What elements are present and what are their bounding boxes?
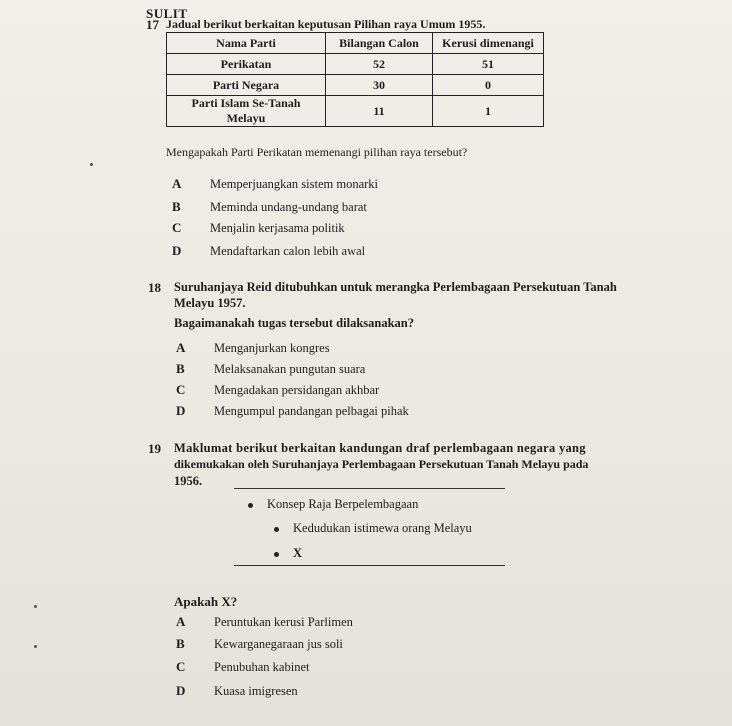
option-text: Penubuhan kabinet <box>214 660 310 674</box>
option-text: Kewarganegaraan jus soli <box>214 637 343 651</box>
q18-option-b[interactable] <box>176 361 365 377</box>
seats-cell: 1 <box>433 96 544 127</box>
paper-speck <box>34 645 37 648</box>
table-row <box>167 75 544 96</box>
option-letter: B <box>176 361 185 376</box>
q18-number: 18 <box>148 280 161 295</box>
option-letter: D <box>176 403 186 418</box>
option-text: Mendaftarkan calon lebih awal <box>210 244 366 258</box>
table-header-cell: Nama Parti <box>167 33 326 54</box>
q18-option-a[interactable] <box>176 340 330 356</box>
info-bullet: Kedudukan istimewa orang Melayu <box>274 521 472 536</box>
q19-option-c[interactable] <box>176 659 309 675</box>
q19-stem-line2: dikemukakan oleh Suruhanjaya Perlembagaan Persekutuan Tanah Melayu pada <box>174 457 589 471</box>
table-row <box>167 96 544 127</box>
q18-stem-line1: Suruhanjaya Reid ditubuhkan untuk merangka Perlembagaan Persekutuan Tanah <box>174 280 617 294</box>
option-letter: A <box>176 340 186 355</box>
candidates-cell: 11 <box>326 96 433 127</box>
q19-number: 19 <box>148 441 161 456</box>
q17-option-a[interactable] <box>172 176 378 192</box>
q17-option-c[interactable] <box>172 220 345 236</box>
table-row <box>167 54 544 75</box>
option-letter: C <box>176 382 186 397</box>
option-text: Peruntukan kerusi Parlimen <box>214 615 353 629</box>
option-letter: C <box>176 659 186 674</box>
seats-cell: 51 <box>433 54 544 75</box>
option-letter: D <box>172 243 182 258</box>
table-header-row <box>167 33 544 54</box>
option-letter: C <box>172 220 182 235</box>
option-text: Menjalin kerjasama politik <box>210 221 345 235</box>
q19-question: Apakah X? <box>174 594 238 609</box>
q19-option-a[interactable] <box>176 614 353 630</box>
option-text: Mengadakan persidangan akhbar <box>214 383 380 397</box>
q18-option-c[interactable] <box>176 382 379 398</box>
info-bullet: Konsep Raja Berpelembagaan <box>248 497 418 512</box>
q17-number: 17 <box>146 17 159 32</box>
table-header-cell: Bilangan Calon <box>326 33 433 54</box>
q18-option-d[interactable] <box>176 403 409 419</box>
q17-stem: Jadual berikut berkaitan keputusan Pilihan raya Umum 1955. <box>166 17 486 31</box>
q19-stem-line3: 1956. <box>174 474 203 488</box>
election-results-table <box>166 32 544 127</box>
option-letter: A <box>172 176 182 191</box>
q19-option-b[interactable] <box>176 636 343 652</box>
info-bullet: X <box>274 546 302 561</box>
q19-option-d[interactable] <box>176 683 298 699</box>
option-text: Meminda undang-undang barat <box>210 200 367 214</box>
q18-stem-line2: Melayu 1957. <box>174 296 246 310</box>
option-letter: A <box>176 614 186 629</box>
option-letter: D <box>176 683 186 698</box>
page-header: SULIT <box>146 6 188 21</box>
seats-cell: 0 <box>433 75 544 96</box>
option-text: Memperjuangkan sistem monarki <box>210 177 379 191</box>
q18-question: Bagaimanakah tugas tersebut dilaksanakan? <box>174 316 414 330</box>
option-text: Melaksanakan pungutan suara <box>214 362 366 376</box>
candidates-cell: 52 <box>326 54 433 75</box>
q17-option-b[interactable] <box>172 199 367 215</box>
paper-speck <box>90 163 93 166</box>
q19-stem-line1: Maklumat berikut berkaitan kandungan draf perlembagaan negara yang <box>174 441 586 455</box>
paper-speck <box>34 605 37 608</box>
party-name-cell: Parti Islam Se-Tanah Melayu <box>167 96 326 127</box>
table-header-cell: Kerusi dimenangi <box>433 33 544 54</box>
option-letter: B <box>176 636 185 651</box>
info-box <box>234 488 505 566</box>
q17-question: Mengapakah Parti Perikatan memenangi pilihan raya tersebut? <box>166 145 468 159</box>
candidates-cell: 30 <box>326 75 433 96</box>
party-name-cell: Parti Negara <box>167 75 326 96</box>
party-name-cell: Perikatan <box>167 54 326 75</box>
option-letter: B <box>172 199 181 214</box>
option-text: Menganjurkan kongres <box>214 341 330 355</box>
option-text: Kuasa imigresen <box>214 684 298 698</box>
q17-option-d[interactable] <box>172 243 365 259</box>
option-text: Mengumpul pandangan pelbagai pihak <box>214 404 409 418</box>
